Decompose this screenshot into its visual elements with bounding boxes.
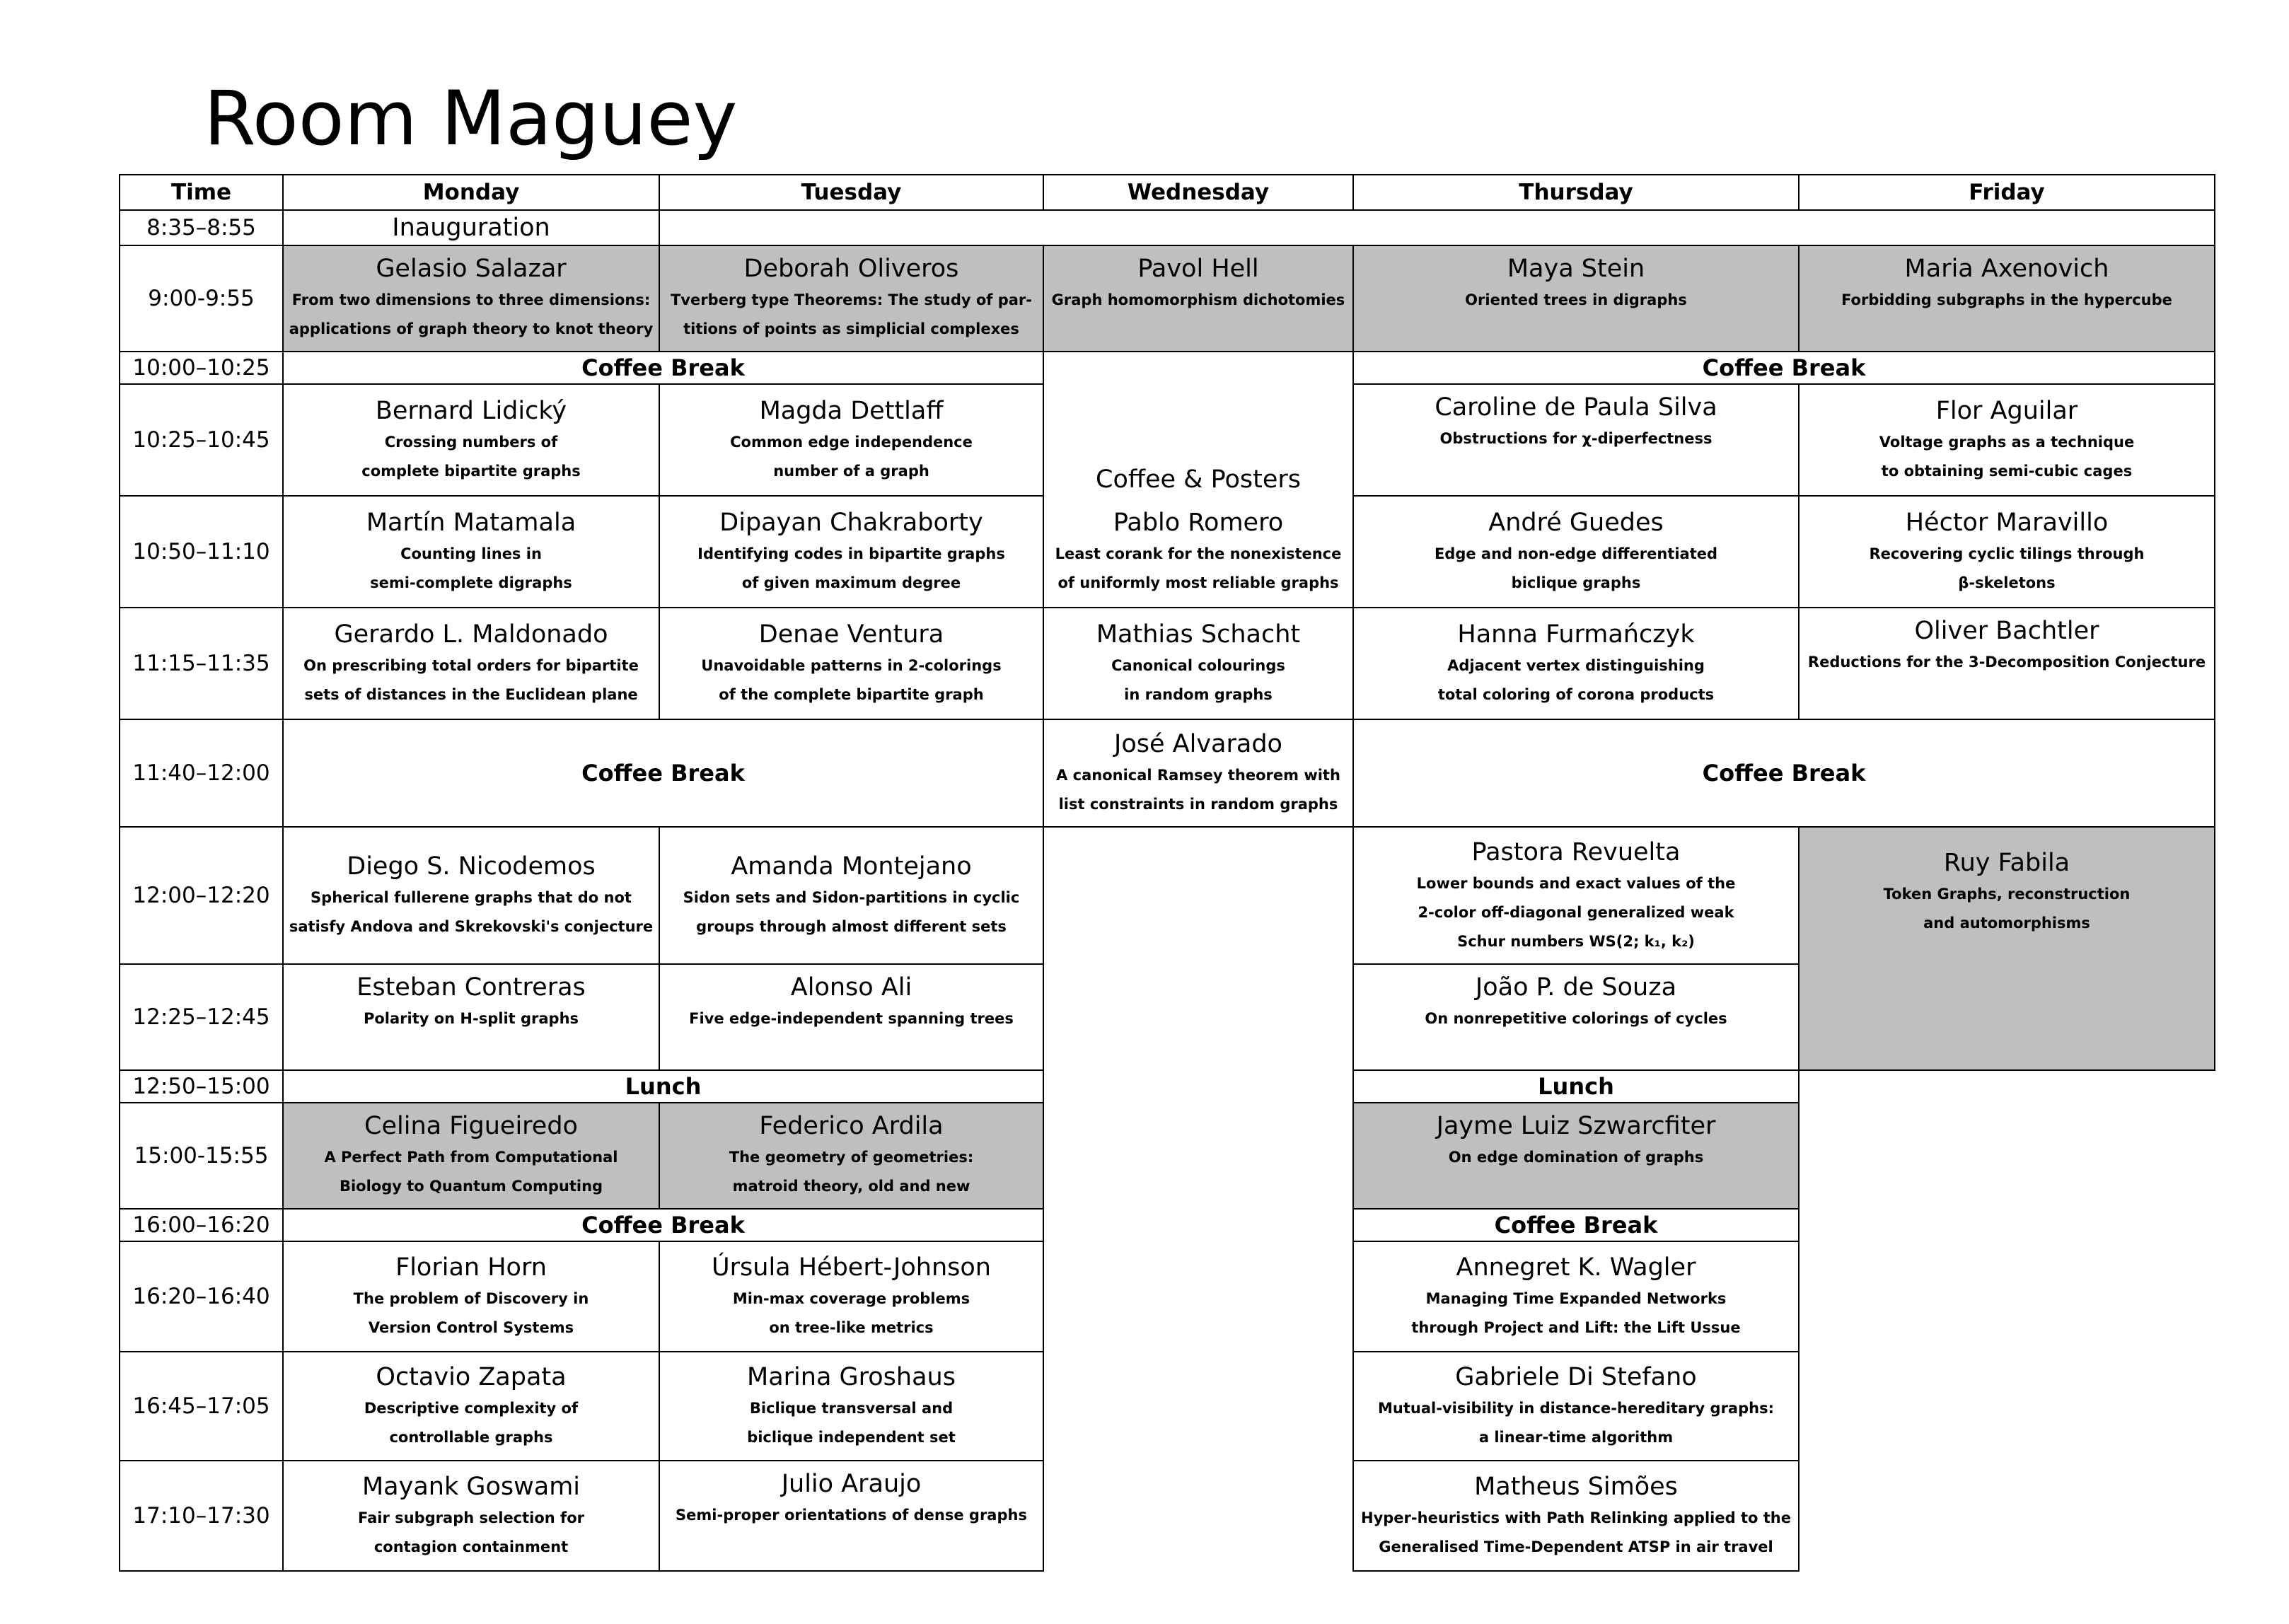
lunch-break: Lunch [1352, 1069, 1800, 1103]
talk-cell [1352, 963, 1800, 1071]
talk-title: biclique graphs [1511, 574, 1641, 591]
talk-title: groups through almost different sets [696, 918, 1007, 935]
talk-title: Least corank for the nonexistence [1055, 545, 1342, 562]
talk-title: Biclique transversal and [749, 1400, 954, 1417]
talk-cell [1352, 383, 1800, 497]
talk-title: On nonrepetitive colorings of cycles [1425, 1010, 1727, 1027]
time-slot: 10:25–10:45 [119, 383, 284, 497]
talk-title: satisfy Andova and Skrekovski's conjecture [289, 918, 654, 935]
talk-title: Recovering cyclic tilings through [1869, 545, 2145, 562]
speaker-name: Gerardo L. Maldonado [334, 620, 608, 649]
talk-title: The problem of Discovery in [353, 1290, 589, 1307]
time-slot: 16:00–16:20 [119, 1208, 284, 1242]
talk-title: number of a graph [773, 463, 929, 480]
talk-cell [282, 607, 660, 720]
talk-title: contagion containment [373, 1538, 569, 1555]
header-tuesday: Tuesday [659, 174, 1044, 211]
coffee-break: Coffee Break [1352, 351, 2215, 385]
talk-cell [659, 963, 1044, 1071]
time-slot: 12:25–12:45 [119, 963, 284, 1071]
talk-cell [659, 383, 1044, 497]
talk-title: of the complete bipartite graph [719, 686, 984, 703]
coffee-break: Coffee Break [282, 719, 1044, 828]
speaker-name: Federico Ardila [759, 1112, 944, 1140]
talk-title: Identifying codes in bipartite graphs [697, 545, 1005, 562]
talk-cell [282, 1460, 660, 1572]
talk-cell [1043, 245, 1354, 352]
talk-cell [282, 245, 660, 352]
header-monday: Monday [282, 174, 660, 211]
talk-cell [1352, 1460, 1800, 1572]
talk-title: and automorphisms [1923, 915, 2090, 932]
talk-title: Sidon sets and Sidon-partitions in cyclic [683, 889, 1020, 906]
speaker-name: Deborah Oliveros [743, 255, 959, 283]
talk-cell [659, 607, 1044, 720]
time-slot: 12:00–12:20 [119, 826, 284, 965]
talk-title: Five edge-independent spanning trees [689, 1010, 1014, 1027]
talk-cell [282, 826, 660, 965]
speaker-name: Pavol Hell [1137, 255, 1259, 283]
time-slot: 9:00-9:55 [119, 245, 284, 352]
talk-title: Fair subgraph selection for [358, 1509, 584, 1526]
talk-title: Mutual-visibility in distance-hereditary graphs: [1378, 1400, 1774, 1417]
talk-title: of uniformly most reliable graphs [1057, 574, 1339, 591]
talk-cell [1352, 1351, 1800, 1461]
talk-cell [659, 1351, 1044, 1461]
talk-cell [1798, 245, 2215, 352]
talk-title: list constraints in random graphs [1058, 796, 1338, 813]
header-thursday: Thursday [1352, 174, 1800, 211]
talk-cell [282, 383, 660, 497]
speaker-name: Pastora Revuelta [1471, 837, 1681, 866]
talk-cell [659, 826, 1044, 965]
speaker-name: João P. de Souza [1475, 973, 1677, 1002]
time-slot: 16:45–17:05 [119, 1351, 284, 1461]
inauguration-cell: Inauguration [282, 209, 660, 246]
speaker-name: Héctor Maravillo [1905, 509, 2109, 537]
speaker-name: Maria Axenovich [1904, 255, 2109, 283]
talk-title: The geometry of geometries: [729, 1149, 974, 1166]
time-slot: 10:50–11:10 [119, 495, 284, 608]
time-slot: 17:10–17:30 [119, 1460, 284, 1572]
lunch-break: Lunch [282, 1069, 1044, 1103]
talk-title: controllable graphs [389, 1429, 553, 1446]
talk-cell [1352, 1241, 1800, 1352]
speaker-name: Celina Figueiredo [364, 1112, 578, 1140]
talk-title: Unavoidable patterns in 2-colorings [701, 657, 1002, 674]
time-slot: 11:40–12:00 [119, 719, 284, 828]
speaker-name: Caroline de Paula Silva [1435, 393, 1717, 422]
talk-title: On prescribing total orders for bipartite [303, 657, 639, 674]
speaker-name: Marina Groshaus [747, 1363, 956, 1391]
speaker-name: Florian Horn [395, 1253, 547, 1282]
talk-title: Tverberg type Theorems: The study of par- [670, 291, 1033, 308]
talk-cell [282, 963, 660, 1071]
talk-cell [1043, 495, 1354, 608]
talk-title: sets of distances in the Euclidean plane [304, 686, 638, 703]
speaker-name: Mathias Schacht [1096, 620, 1301, 649]
talk-cell [659, 245, 1044, 352]
talk-title: Schur numbers WS(2; k₁, k₂) [1457, 932, 1695, 950]
talk-title: on tree-like metrics [769, 1319, 934, 1336]
header-wednesday: Wednesday [1043, 174, 1354, 211]
talk-title: Voltage graphs as a technique [1879, 434, 2135, 451]
talk-title: Obstructions for χ-diperfectness [1439, 430, 1713, 447]
header-time: Time [119, 174, 284, 211]
talk-cell [282, 495, 660, 608]
speaker-name: Julio Araujo [781, 1470, 922, 1498]
speaker-name: Pablo Romero [1113, 509, 1284, 537]
talk-title: total coloring of corona products [1437, 686, 1715, 703]
coffee-break: Coffee Break [1352, 1208, 1800, 1242]
talk-title: titions of points as simplicial complexes [683, 320, 1019, 337]
talk-cell [659, 1460, 1044, 1572]
talk-cell [282, 1102, 660, 1210]
talk-title: Managing Time Expanded Networks [1425, 1290, 1727, 1307]
talk-cell [1798, 383, 2215, 497]
talk-title: A Perfect Path from Computational [324, 1149, 618, 1166]
talk-title: Generalised Time-Dependent ATSP in air travel [1379, 1538, 1773, 1555]
coffee-break: Coffee Break [282, 351, 1044, 385]
speaker-name: Annegret K. Wagler [1456, 1253, 1696, 1282]
talk-cell [1043, 719, 1354, 828]
speaker-name: Dipayan Chakraborty [719, 509, 983, 537]
talk-title: Semi-proper orientations of dense graphs [676, 1507, 1027, 1524]
speaker-name: Martín Matamala [366, 509, 576, 537]
talk-title: Reductions for the 3-Decomposition Conjecture [1807, 654, 2206, 671]
time-slot: 15:00-15:55 [119, 1102, 284, 1210]
talk-title: β-skeletons [1958, 574, 2056, 591]
speaker-name: Denae Ventura [758, 620, 944, 649]
talk-cell [282, 1351, 660, 1461]
talk-title: Min-max coverage problems [732, 1290, 970, 1307]
coffee-break: Coffee Break [282, 1208, 1044, 1242]
time-slot: 16:20–16:40 [119, 1241, 284, 1352]
time-slot: 12:50–15:00 [119, 1069, 284, 1103]
talk-title: biclique independent set [747, 1429, 956, 1446]
speaker-name: Úrsula Hébert-Johnson [712, 1253, 991, 1282]
speaker-name: Matheus Simões [1474, 1473, 1678, 1501]
header-friday: Friday [1798, 174, 2215, 211]
speaker-name: André Guedes [1488, 509, 1664, 537]
coffee-break: Coffee Break [1352, 719, 2215, 828]
talk-cell [659, 1241, 1044, 1352]
talk-title: Common edge independence [730, 434, 973, 451]
talk-cell [1798, 826, 2215, 1071]
talk-cell [1043, 607, 1354, 720]
speaker-name: Oliver Bachtler [1914, 617, 2099, 645]
speaker-name: José Alvarado [1114, 730, 1282, 758]
talk-cell [1798, 607, 2215, 720]
talk-title: applications of graph theory to knot theory [289, 320, 654, 337]
talk-title: Descriptive complexity of [364, 1400, 579, 1417]
talk-cell [1352, 495, 1800, 608]
speaker-name: Hanna Furmańczyk [1457, 620, 1695, 649]
talk-title: complete bipartite graphs [361, 463, 581, 480]
speaker-name: Ruy Fabila [1943, 849, 2070, 877]
coffee-posters: Coffee & Posters [1043, 351, 1354, 608]
talk-title: Polarity on H-split graphs [363, 1010, 579, 1027]
talk-title: Hyper-heuristics with Path Relinking applied to the [1361, 1509, 1791, 1526]
talk-title: Adjacent vertex distinguishing [1447, 657, 1705, 674]
talk-cell [1352, 1102, 1800, 1210]
talk-cell [659, 1102, 1044, 1210]
speaker-name: Mayank Goswami [361, 1473, 581, 1501]
speaker-name: Gabriele Di Stefano [1455, 1363, 1697, 1391]
speaker-name: Alonso Ali [790, 973, 912, 1002]
talk-title: Spherical fullerene graphs that do not [311, 889, 632, 906]
talk-title: of given maximum degree [741, 574, 961, 591]
talk-cell [659, 495, 1044, 608]
talk-title: Lower bounds and exact values of the [1416, 874, 1736, 892]
time-slot: 10:00–10:25 [119, 351, 284, 385]
speaker-name: Maya Stein [1507, 255, 1645, 283]
talk-title: Edge and non-edge differentiated [1434, 545, 1718, 562]
page-title: Room Maguey [204, 75, 738, 162]
speaker-name: Magda Dettlaff [759, 397, 944, 425]
talk-cell [282, 1241, 660, 1352]
speaker-name: Jayme Luiz Szwarcfiter [1436, 1112, 1716, 1140]
talk-title: Token Graphs, reconstruction [1883, 886, 2131, 903]
talk-title: From two dimensions to three dimensions: [291, 291, 651, 308]
talk-title: through Project and Lift: the Lift Ussue [1411, 1319, 1741, 1336]
speaker-name: Gelasio Salazar [376, 255, 567, 283]
speaker-name: Bernard Lidický [375, 397, 567, 425]
talk-title: Canonical colourings [1111, 657, 1285, 674]
talk-title: to obtaining semi-cubic cages [1881, 463, 2133, 480]
talk-title: Version Control Systems [368, 1319, 574, 1336]
talk-title: semi-complete digraphs [370, 574, 572, 591]
talk-title: Forbidding subgraphs in the hypercube [1841, 291, 2172, 308]
speaker-name: Diego S. Nicodemos [347, 852, 596, 881]
talk-cell [1352, 607, 1800, 720]
speaker-name: Flor Aguilar [1935, 397, 2078, 425]
talk-cell [1352, 245, 1800, 352]
speaker-name: Esteban Contreras [357, 973, 586, 1002]
talk-title: On edge domination of graphs [1448, 1149, 1704, 1166]
speaker-name: Octavio Zapata [376, 1363, 567, 1391]
talk-title: a linear-time algorithm [1478, 1429, 1674, 1446]
time-slot: 8:35–8:55 [119, 209, 284, 246]
talk-title: 2-color off-diagonal generalized weak [1418, 903, 1734, 921]
talk-title: A canonical Ramsey theorem with [1056, 767, 1340, 784]
talk-title: Counting lines in [400, 545, 542, 562]
time-slot: 11:15–11:35 [119, 607, 284, 720]
speaker-name: Amanda Montejano [731, 852, 972, 881]
talk-cell [1798, 495, 2215, 608]
empty-cell [659, 209, 2215, 246]
talk-title: in random graphs [1124, 686, 1273, 703]
talk-title: Biology to Quantum Computing [339, 1178, 603, 1195]
talk-title: matroid theory, old and new [732, 1178, 970, 1195]
talk-cell [1352, 826, 1800, 965]
talk-title: Graph homomorphism dichotomies [1051, 291, 1345, 308]
talk-title: Oriented trees in digraphs [1465, 291, 1687, 308]
talk-title: Crossing numbers of [384, 434, 558, 451]
